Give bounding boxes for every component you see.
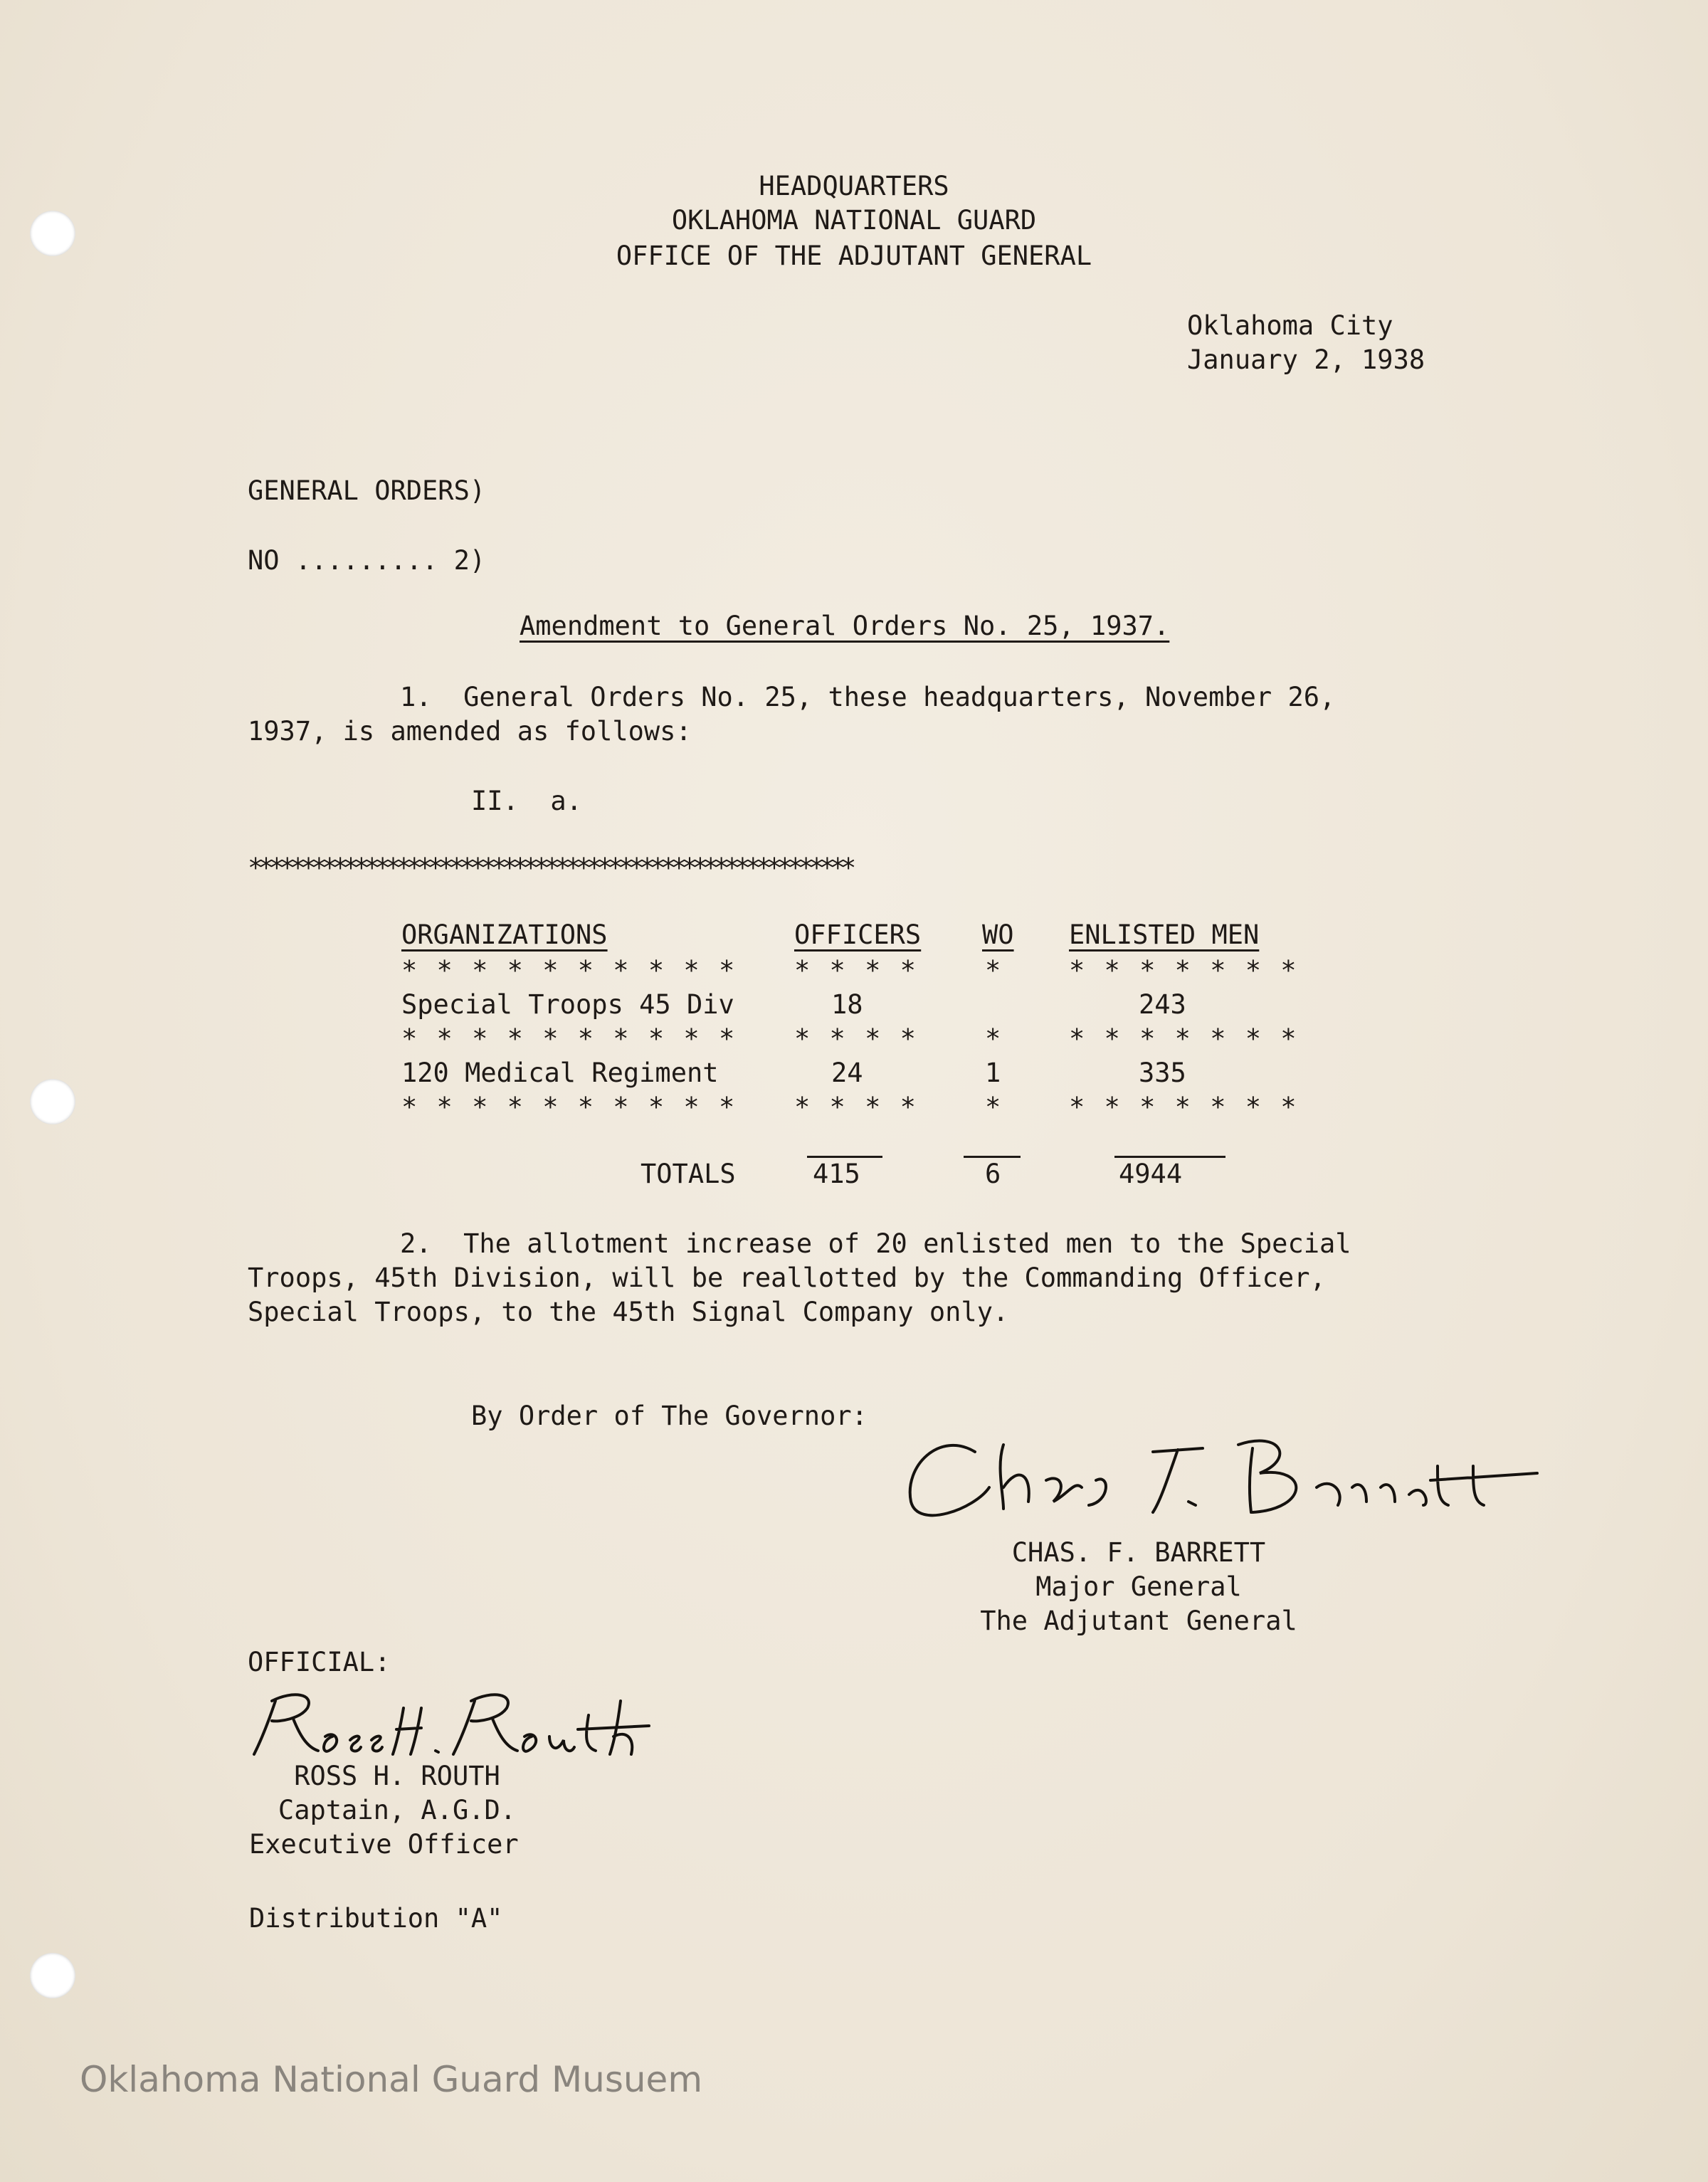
- star-row-enlisted: * * * * * * *: [1069, 1023, 1299, 1054]
- official-rank: Captain, A.G.D.: [278, 1795, 517, 1825]
- para1-line-1: 1. General Orders No. 25, these headquarters, November 26,: [400, 682, 1336, 712]
- by-order-line: By Order of The Governor:: [471, 1401, 868, 1431]
- star-row-officers: * * * *: [794, 955, 918, 986]
- distribution-line: Distribution "A": [249, 1903, 503, 1934]
- star-row-wo: *: [985, 1023, 1001, 1054]
- para2-line-1: 2. The allotment increase of 20 enlisted men to the Special: [400, 1228, 1351, 1259]
- official-label: OFFICIAL:: [248, 1647, 391, 1677]
- signatory-title: The Adjutant General: [980, 1606, 1297, 1636]
- totals-wo: 6: [985, 1159, 1001, 1189]
- binder-hole-middle: [30, 1079, 75, 1124]
- star-row-org: * * * * * * * * * *: [401, 955, 737, 986]
- header-line-3: OFFICE OF THE ADJUTANT GENERAL: [616, 241, 1092, 271]
- para2-line-2: Troops, 45th Division, will be reallotted by the Commanding Officer,: [248, 1263, 1326, 1293]
- star-row-enlisted: * * * * * * *: [1069, 955, 1299, 986]
- header-line-2: OKLAHOMA NATIONAL GUARD: [671, 205, 1037, 236]
- totals-officers: 415: [813, 1159, 860, 1189]
- signatory-rank: Major General: [1035, 1571, 1242, 1602]
- table-row-org: Special Troops 45 Div: [401, 989, 734, 1020]
- star-row-wo: *: [985, 955, 1001, 986]
- signatory-name: CHAS. F. BARRETT: [1011, 1537, 1266, 1568]
- routh-signature: [251, 1687, 692, 1765]
- separator-stars: *********************************************************: [248, 853, 851, 883]
- date: January 2, 1938: [1187, 344, 1425, 375]
- table-row-enlisted: 335: [1139, 1058, 1186, 1088]
- general-orders-label: GENERAL ORDERS): [248, 475, 486, 506]
- star-row-wo: *: [985, 1092, 1001, 1122]
- table-row-org: 120 Medical Regiment: [401, 1058, 719, 1088]
- official-title: Executive Officer: [249, 1829, 519, 1860]
- table-row-officers: 24: [831, 1058, 863, 1088]
- para1-line-2: 1937, is amended as follows:: [248, 716, 692, 747]
- official-name: ROSS H. ROUTH: [294, 1761, 500, 1791]
- star-row-org: * * * * * * * * * *: [401, 1023, 737, 1054]
- star-row-org: * * * * * * * * * *: [401, 1092, 737, 1122]
- museum-watermark: Oklahoma National Guard Musuem: [80, 2059, 703, 2100]
- table-row-officers: 18: [831, 989, 863, 1020]
- table-row-wo: 1: [985, 1058, 1001, 1088]
- place: Oklahoma City: [1187, 310, 1393, 341]
- star-row-enlisted: * * * * * * *: [1069, 1092, 1299, 1122]
- col-header-wo: WO: [982, 919, 1014, 950]
- totals-label: TOTALS: [640, 1159, 736, 1189]
- star-row-officers: * * * *: [794, 1092, 918, 1122]
- col-header-enlisted: ENLISTED MEN: [1069, 919, 1260, 950]
- subject-line: Amendment to General Orders No. 25, 1937.: [520, 611, 1170, 641]
- header-line-1: HEADQUARTERS: [759, 171, 949, 201]
- star-row-officers: * * * *: [794, 1023, 918, 1054]
- binder-hole-top: [30, 211, 75, 256]
- col-header-organizations: ORGANIZATIONS: [401, 919, 608, 950]
- barrett-signature: [897, 1423, 1580, 1523]
- section-reference: II. a.: [471, 786, 582, 816]
- table-row-enlisted: 243: [1139, 989, 1186, 1020]
- order-number: NO ......... 2): [248, 545, 486, 576]
- binder-hole-bottom: [30, 1953, 75, 1998]
- col-header-officers: OFFICERS: [794, 919, 922, 950]
- totals-enlisted: 4944: [1119, 1159, 1183, 1189]
- para2-line-3: Special Troops, to the 45th Signal Company only.: [248, 1297, 1009, 1327]
